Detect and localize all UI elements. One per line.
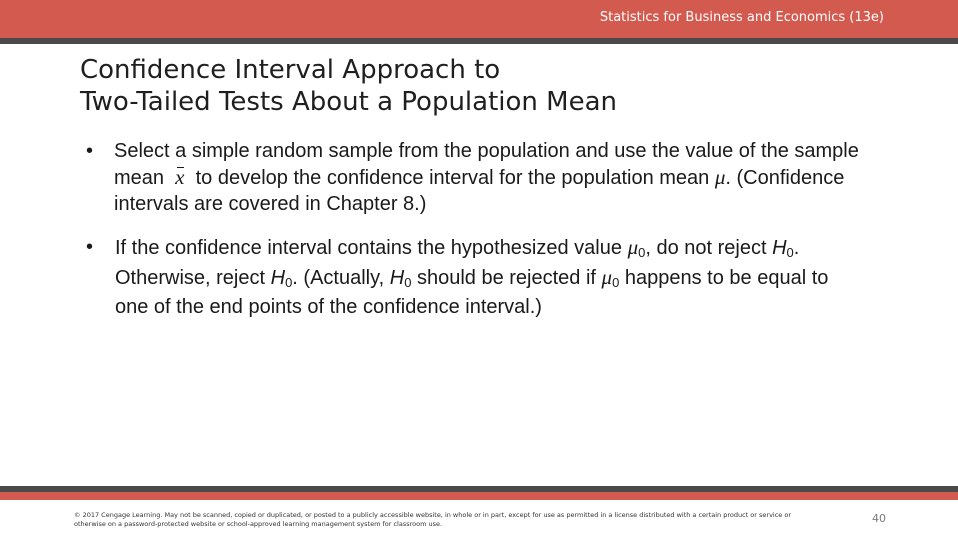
bullet2-part6: happens to be equal to one of the end points of the confidence interval.) (115, 267, 829, 318)
subscript-0: 0 (612, 275, 620, 290)
footer-bar (0, 492, 958, 500)
bullet2-part3: . Otherwise, reject (115, 237, 800, 289)
bullet2-part2: , do not reject (645, 237, 773, 259)
book-title: Statistics for Business and Economics (13e) (599, 10, 884, 25)
h0-symbol: H (772, 237, 787, 259)
subscript-0: 0 (786, 245, 794, 260)
bullet2-part5: should be rejected if (411, 267, 602, 289)
bullet2-part1: If the confidence interval contains the hypothesized value (115, 237, 628, 259)
bullet1-part1: Select a simple random sample from the population and use the value of the sample mean (114, 140, 859, 189)
bullet-item-2 (86, 233, 866, 322)
mu0-symbol: μ (627, 235, 639, 259)
page-number: 40 (872, 512, 886, 525)
copyright-notice: © 2017 Cengage Learning. May not be scanned, copied or duplicated, or posted to a publicly accessible website, in whole or in part, except for use as permitted in a license distributed with a certain product or service or otherwise on a password-protected website or school-approved learning management system for classroom use. (74, 511, 792, 528)
bullet-dot: • (86, 236, 94, 258)
h0-symbol: H (389, 267, 405, 289)
bullet1-part2: to develop the confidence interval for the population mean (195, 167, 710, 189)
bullet1-part3: . (Confidence intervals are covered in Chapter 8.) (114, 167, 845, 215)
header-divider (0, 38, 958, 44)
header-bar (0, 0, 958, 38)
slide-title-line1: Confidence Interval Approach to (80, 55, 501, 85)
subscript-0: 0 (285, 275, 293, 290)
bullet-text-1 (114, 138, 906, 217)
h0-symbol: H (270, 267, 286, 289)
bullet2-part4: . (Actually, (292, 267, 390, 289)
subscript-0: 0 (638, 245, 646, 260)
bullet-item-1 (86, 138, 906, 217)
slide-title (80, 54, 617, 118)
bullet-dot: • (86, 140, 94, 162)
slide-title-line2: Two-Tailed Tests About a Population Mean (80, 87, 617, 117)
subscript-0: 0 (404, 275, 412, 290)
mu-symbol: μ (714, 165, 726, 189)
xbar-symbol: x (175, 165, 185, 189)
bullet-text-2 (115, 233, 866, 322)
mu0-symbol: μ (601, 265, 613, 289)
